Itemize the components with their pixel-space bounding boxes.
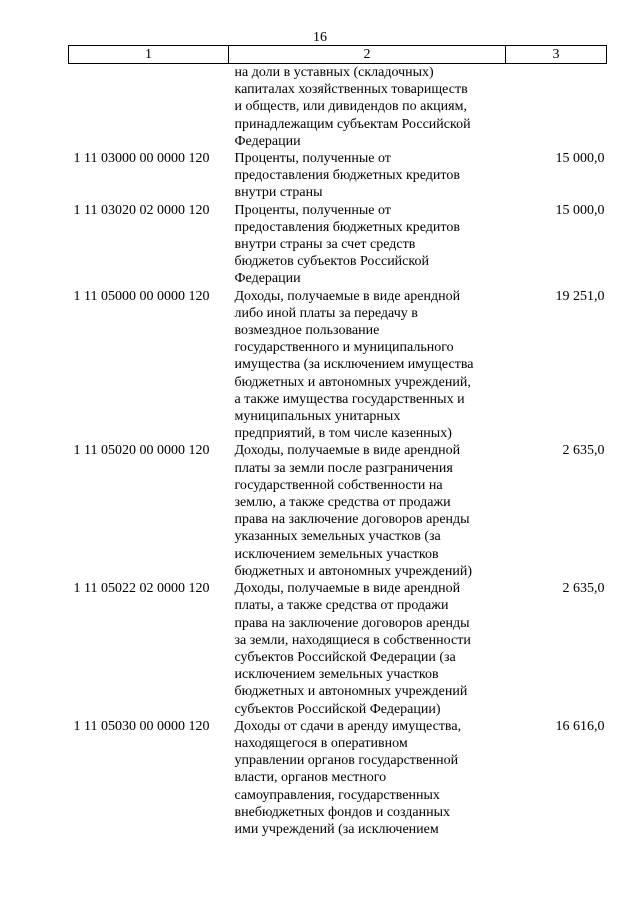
table-row bbox=[69, 202, 607, 288]
revenue-description bbox=[229, 202, 506, 288]
description-line: на доли в уставных (складочных) bbox=[234, 65, 434, 80]
description-line: капиталах хозяйственных товариществ bbox=[234, 82, 468, 98]
description-line: Доходы от сдачи в аренду имущества, bbox=[234, 718, 462, 734]
table-row bbox=[69, 718, 607, 838]
revenue-description bbox=[229, 64, 506, 151]
description-line: за земли, находящиеся в собственности bbox=[234, 632, 471, 648]
description-line: внебюджетных фондов и созданных bbox=[234, 804, 451, 820]
classification-code: 1 11 03000 00 0000 120 bbox=[73, 151, 210, 167]
description-line: государственной собственности на bbox=[234, 477, 443, 493]
description-line: имущества (за исключением имущества bbox=[234, 357, 474, 373]
description-line: права на заключение договоров аренды bbox=[234, 615, 470, 631]
revenue-description bbox=[229, 580, 506, 718]
description-line: субъектов Российской Федерации (за bbox=[234, 649, 456, 665]
table-row bbox=[69, 442, 607, 580]
column-header-code: 1 bbox=[69, 46, 229, 64]
table-row bbox=[69, 64, 607, 151]
table-row bbox=[69, 580, 607, 718]
description-line: возмездное пользование bbox=[234, 323, 380, 339]
description-line: платы за земли после разграничения bbox=[234, 460, 453, 476]
description-line: Федерации bbox=[234, 133, 301, 149]
classification-code: 1 11 05022 02 0000 120 bbox=[73, 581, 210, 597]
description-line: права на заключение договоров аренды bbox=[234, 512, 470, 528]
description-line: указанных земельных участков (за bbox=[234, 529, 441, 545]
column-header-amount: 3 bbox=[506, 46, 607, 64]
classification-code: 1 11 03020 02 0000 120 bbox=[73, 202, 210, 218]
description-line: Доходы, получаемые в виде арендной bbox=[234, 288, 461, 304]
classification-code: 1 11 05000 00 0000 120 bbox=[73, 288, 210, 304]
amount-value: 16 616,0 bbox=[555, 718, 605, 734]
description-line: внутри страны за счет средств bbox=[234, 237, 416, 253]
description-line: власти, органов местного bbox=[234, 770, 387, 786]
classification-code bbox=[69, 64, 229, 151]
description-line: управлении органов государственной bbox=[234, 753, 459, 769]
amount-value: 2 635,0 bbox=[562, 443, 605, 459]
classification-code: 1 11 05020 00 0000 120 bbox=[73, 443, 210, 459]
description-line: ими учреждений (за исключением bbox=[234, 821, 439, 837]
amount-value: 15 000,0 bbox=[555, 202, 605, 218]
description-line: Доходы, получаемые в виде арендной bbox=[234, 581, 461, 597]
description-line: исключением земельных участков bbox=[234, 546, 439, 562]
description-line: принадлежащим субъектам Российской bbox=[234, 116, 471, 132]
column-header-description: 2 bbox=[229, 46, 506, 64]
amount-value: 15 000,0 bbox=[555, 151, 605, 167]
description-line: Проценты, полученные от bbox=[234, 151, 391, 167]
description-line: предприятий, в том числе казенных) bbox=[234, 426, 452, 442]
description-line: и обществ, или дивидендов по акциям, bbox=[234, 99, 467, 115]
table-row bbox=[69, 288, 607, 443]
description-line: предоставления бюджетных кредитов bbox=[234, 219, 460, 235]
description-line: бюджетов субъектов Российской bbox=[234, 254, 429, 270]
classification-code: 1 11 05030 00 0000 120 bbox=[73, 718, 210, 734]
revenue-description bbox=[229, 718, 506, 838]
page-number: 16 bbox=[313, 30, 327, 45]
description-line: бюджетных и автономных учреждений, bbox=[234, 374, 471, 390]
header-row bbox=[69, 46, 607, 64]
description-line: платы, а также средства от продажи bbox=[234, 598, 449, 614]
description-line: внутри страны bbox=[234, 185, 323, 201]
description-line: землю, а также средства от продажи bbox=[234, 495, 451, 511]
revenue-description bbox=[229, 442, 506, 580]
amount-value: 19 251,0 bbox=[555, 288, 605, 304]
table-body bbox=[69, 64, 607, 839]
description-line: Доходы, получаемые в виде арендной bbox=[234, 443, 461, 459]
description-line: самоуправления, государственных bbox=[234, 787, 440, 803]
description-line: а также имущества государственных и bbox=[234, 391, 465, 407]
table-row bbox=[69, 150, 607, 202]
description-line: бюджетных и автономных учреждений bbox=[234, 684, 468, 700]
description-line: предоставления бюджетных кредитов bbox=[234, 168, 460, 184]
table-header bbox=[69, 46, 607, 64]
description-line: либо иной платы за передачу в bbox=[234, 305, 418, 321]
description-line: муниципальных унитарных bbox=[234, 409, 401, 425]
description-line: находящегося в оперативном bbox=[234, 735, 408, 751]
revenue-description bbox=[229, 150, 506, 202]
description-line: государственного и муниципального bbox=[234, 340, 454, 356]
amount-value: 2 635,0 bbox=[562, 581, 605, 597]
description-line: Проценты, полученные от bbox=[234, 202, 391, 218]
amount-value bbox=[506, 64, 607, 151]
description-line: Федерации bbox=[234, 271, 301, 287]
description-line: бюджетных и автономных учреждений) bbox=[234, 563, 473, 579]
revenue-description bbox=[229, 288, 506, 443]
budget-table bbox=[68, 45, 607, 838]
description-line: субъектов Российской Федерации) bbox=[234, 701, 441, 717]
description-line: исключением земельных участков bbox=[234, 667, 439, 683]
